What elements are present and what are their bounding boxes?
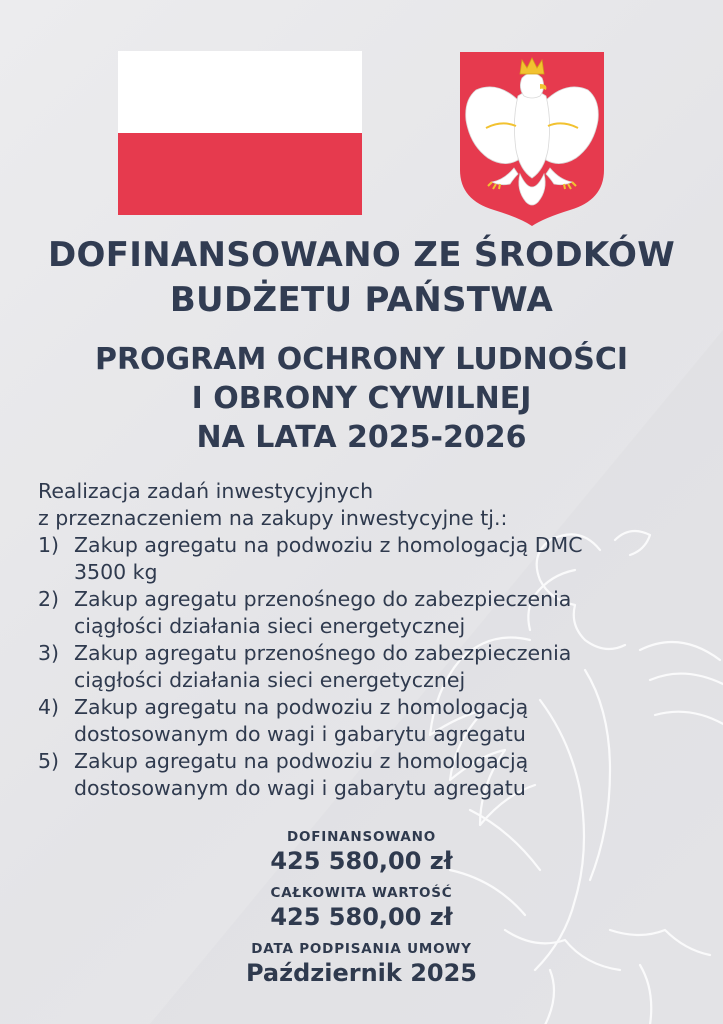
list-item-number: 2) [38, 587, 60, 611]
list-item-number: 3) [38, 641, 60, 665]
list-item-line-2: dostosowanym do wagi i gabarytu agregatu [74, 722, 526, 746]
program-line-2: I OBRONY CYWILNEJ [191, 381, 532, 416]
main-heading [0, 233, 723, 323]
list-item-number: 4) [38, 695, 60, 719]
list-item-line-2: ciągłości działania sieci energetycznej [74, 668, 466, 692]
list-item [38, 532, 698, 586]
list-item-line-2: dostosowanym do wagi i gabarytu agregatu [74, 776, 526, 800]
intro-line-1: Realizacja zadań inwestycyjnych [38, 479, 374, 503]
list-item [38, 748, 698, 802]
total-label: CAŁKOWITA WARTOŚĆ [270, 885, 453, 901]
list-item [38, 586, 698, 640]
program-line-3: NA LATA 2025-2026 [196, 420, 527, 455]
list-item-line-1: Zakup agregatu na podwoziu z homologacją DMC [74, 533, 583, 557]
list-item-line-1: Zakup agregatu przenośnego do zabezpieczenia [74, 587, 572, 611]
heading-line-2: BUDŻETU PAŃSTWA [169, 280, 554, 320]
list-item-line-1: Zakup agregatu przenośnego do zabezpieczenia [74, 641, 572, 665]
list-item-line-2: ciągłości działania sieci energetycznej [74, 614, 466, 638]
list-item-number: 1) [38, 533, 60, 557]
list-item-line-2: 3500 kg [74, 560, 158, 584]
description [38, 478, 698, 802]
heading-line-1: DOFINANSOWANO ZE ŚRODKÓW [47, 235, 676, 275]
investment-list [38, 532, 698, 802]
list-item [38, 640, 698, 694]
list-item [38, 694, 698, 748]
program-line-1: PROGRAM OCHRONY LUDNOŚCI [94, 342, 629, 377]
intro-line-2: z przeznaczeniem na zakupy inwestycyjne tj.: [38, 506, 508, 530]
list-item-line-1: Zakup agregatu na podwoziu z homologacją [74, 749, 529, 773]
polish-flag [118, 51, 362, 215]
summary [0, 828, 723, 988]
funding-label: DOFINANSOWANO [286, 829, 437, 845]
date-value: Październik 2025 [245, 959, 478, 987]
list-item-line-1: Zakup agregatu na podwoziu z homologacją [74, 695, 529, 719]
white-eagle-emblem-icon [458, 50, 606, 226]
flag-red-stripe [118, 133, 362, 215]
list-item-number: 5) [38, 749, 60, 773]
program-heading [0, 340, 723, 457]
date-label: DATA PODPISANIA UMOWY [251, 941, 472, 957]
flag-white-stripe [118, 51, 362, 133]
total-value: 425 580,00 zł [270, 903, 453, 931]
funding-value: 425 580,00 zł [270, 847, 453, 875]
